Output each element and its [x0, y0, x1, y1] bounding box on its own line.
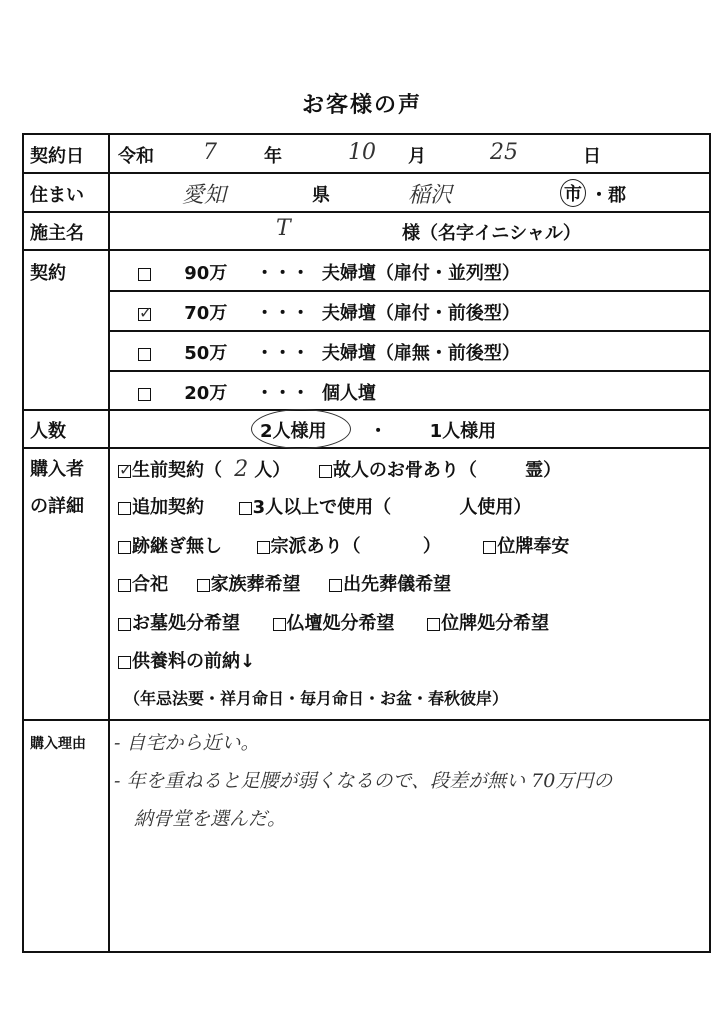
- divider: [24, 409, 709, 411]
- option-price: 20万: [184, 383, 228, 404]
- city-unit-selected: 市: [560, 179, 586, 207]
- year-unit: 年: [264, 146, 282, 167]
- sect-end: ）: [422, 536, 441, 557]
- option-desc: 夫婦壇（扉無・前後型）: [321, 343, 520, 364]
- divider: [110, 370, 709, 372]
- people-option-1[interactable]: 1人様用: [429, 421, 497, 442]
- gosi-text: 合祀: [132, 574, 168, 595]
- checkbox[interactable]: [118, 656, 131, 669]
- divider: [24, 719, 709, 721]
- deceased-text: 故人のお骨あり（: [332, 460, 477, 481]
- contract-date-label: 契約日: [30, 146, 84, 167]
- label-column-divider: [108, 135, 110, 951]
- era: 令和: [118, 146, 154, 167]
- divider: [110, 290, 709, 292]
- checkbox[interactable]: [427, 618, 440, 631]
- butsudan-text: 仏壇処分希望: [286, 613, 395, 634]
- client-suffix: 様（名字イニシャル）: [402, 223, 581, 244]
- contract-option: [138, 379, 376, 405]
- details-line-7: （年忌法要・祥月命日・毎月命日・お盆・春秋彼岸）: [124, 689, 509, 708]
- people-label: 人数: [30, 421, 66, 442]
- details-line-6: [118, 647, 255, 673]
- month-unit: 月: [408, 146, 426, 167]
- checkbox[interactable]: [483, 541, 496, 554]
- checkbox-checked[interactable]: [118, 465, 131, 478]
- divider: [110, 330, 709, 332]
- checkbox[interactable]: [118, 541, 131, 554]
- buyer-details-label-2: の詳細: [30, 496, 84, 517]
- gun-unit: ・郡: [590, 185, 626, 206]
- deceased-end: 霊）: [525, 460, 562, 481]
- sect-text: 宗派あり（: [270, 536, 361, 557]
- contract-date-row: [118, 142, 708, 168]
- additional-text: 追加契約: [132, 497, 204, 518]
- month-value: 10: [348, 140, 376, 165]
- checkbox[interactable]: [319, 465, 332, 478]
- option-desc: 個人壇: [321, 383, 376, 404]
- local-funeral-text: 出先葬儀希望: [343, 574, 452, 595]
- checkbox[interactable]: [197, 579, 210, 592]
- buyer-details-label-1: 購入者: [30, 459, 84, 480]
- divider: [24, 249, 709, 251]
- option-dots: ・・・: [255, 383, 310, 404]
- checkbox[interactable]: [273, 618, 286, 631]
- family-funeral-text: 家族葬希望: [210, 574, 301, 595]
- ihai-disposal-text: 位牌処分希望: [441, 613, 550, 634]
- three-plus-end: 人使用）: [459, 497, 532, 518]
- day-value: 25: [490, 140, 518, 165]
- pre-contract-text: 生前契約（: [132, 460, 222, 481]
- reason-line: - 自宅から近い。: [114, 732, 260, 754]
- reason-line: 納骨堂を選んだ。: [134, 808, 287, 830]
- details-line-3: [118, 532, 569, 558]
- contract-label: 契約: [30, 263, 66, 284]
- grave-text: お墓処分希望: [132, 613, 240, 634]
- details-line-2: [118, 493, 531, 519]
- option-desc: 夫婦壇（扉付・前後型）: [321, 303, 520, 324]
- no-successor-text: 跡継ぎ無し: [132, 536, 222, 557]
- client-initial: T: [276, 216, 291, 241]
- divider: [24, 172, 709, 174]
- ihai-text: 位牌奉安: [497, 536, 570, 557]
- option-price: 50万: [184, 343, 228, 364]
- prefecture-value: 愛知: [182, 183, 227, 208]
- client-name-label: 施主名: [30, 223, 84, 244]
- survey-form: [22, 133, 711, 953]
- details-line-1: [118, 456, 561, 482]
- people-row: [260, 417, 496, 443]
- reason-line: - 年を重ねると足腰が弱くなるので、段差が無い 70万円の: [114, 770, 613, 792]
- checkbox[interactable]: [138, 388, 151, 401]
- checkbox[interactable]: [257, 541, 270, 554]
- people-separator: ・: [369, 421, 388, 442]
- page-title: お客様の声: [301, 93, 422, 118]
- three-plus-text: 3人以上で使用（: [252, 497, 392, 518]
- option-dots: ・・・: [255, 343, 310, 364]
- details-line-5: [118, 609, 549, 635]
- city-value: 稲沢: [408, 183, 453, 208]
- option-dots: ・・・: [255, 263, 310, 284]
- checkbox[interactable]: [239, 502, 252, 515]
- checkbox[interactable]: [138, 268, 151, 281]
- prepay-text: 供養料の前納↓: [132, 651, 256, 672]
- divider: [24, 211, 709, 213]
- day-unit: 日: [583, 146, 601, 167]
- divider: [24, 447, 709, 449]
- checkbox[interactable]: [118, 579, 131, 592]
- contract-option: [138, 299, 520, 325]
- checkbox[interactable]: [138, 348, 151, 361]
- checkbox[interactable]: [329, 579, 342, 592]
- pre-contract-end: 人）: [254, 460, 291, 481]
- address-label: 住まい: [30, 185, 84, 206]
- year-value: 7: [203, 140, 217, 165]
- details-line-4: [118, 570, 451, 596]
- option-dots: ・・・: [255, 303, 310, 324]
- option-price: 90万: [184, 263, 228, 284]
- option-price: 70万: [184, 303, 228, 324]
- people-option-2[interactable]: 2人様用: [260, 421, 327, 442]
- pre-contract-count: 2: [234, 457, 249, 482]
- checkbox-checked[interactable]: [138, 308, 151, 321]
- checkbox[interactable]: [118, 618, 131, 631]
- contract-option: [138, 339, 520, 365]
- reason-label: 購入理由: [30, 736, 86, 752]
- checkbox[interactable]: [118, 502, 131, 515]
- prefecture-unit: 県: [312, 185, 330, 206]
- option-desc: 夫婦壇（扉付・並列型）: [321, 263, 520, 284]
- contract-option: [138, 259, 520, 285]
